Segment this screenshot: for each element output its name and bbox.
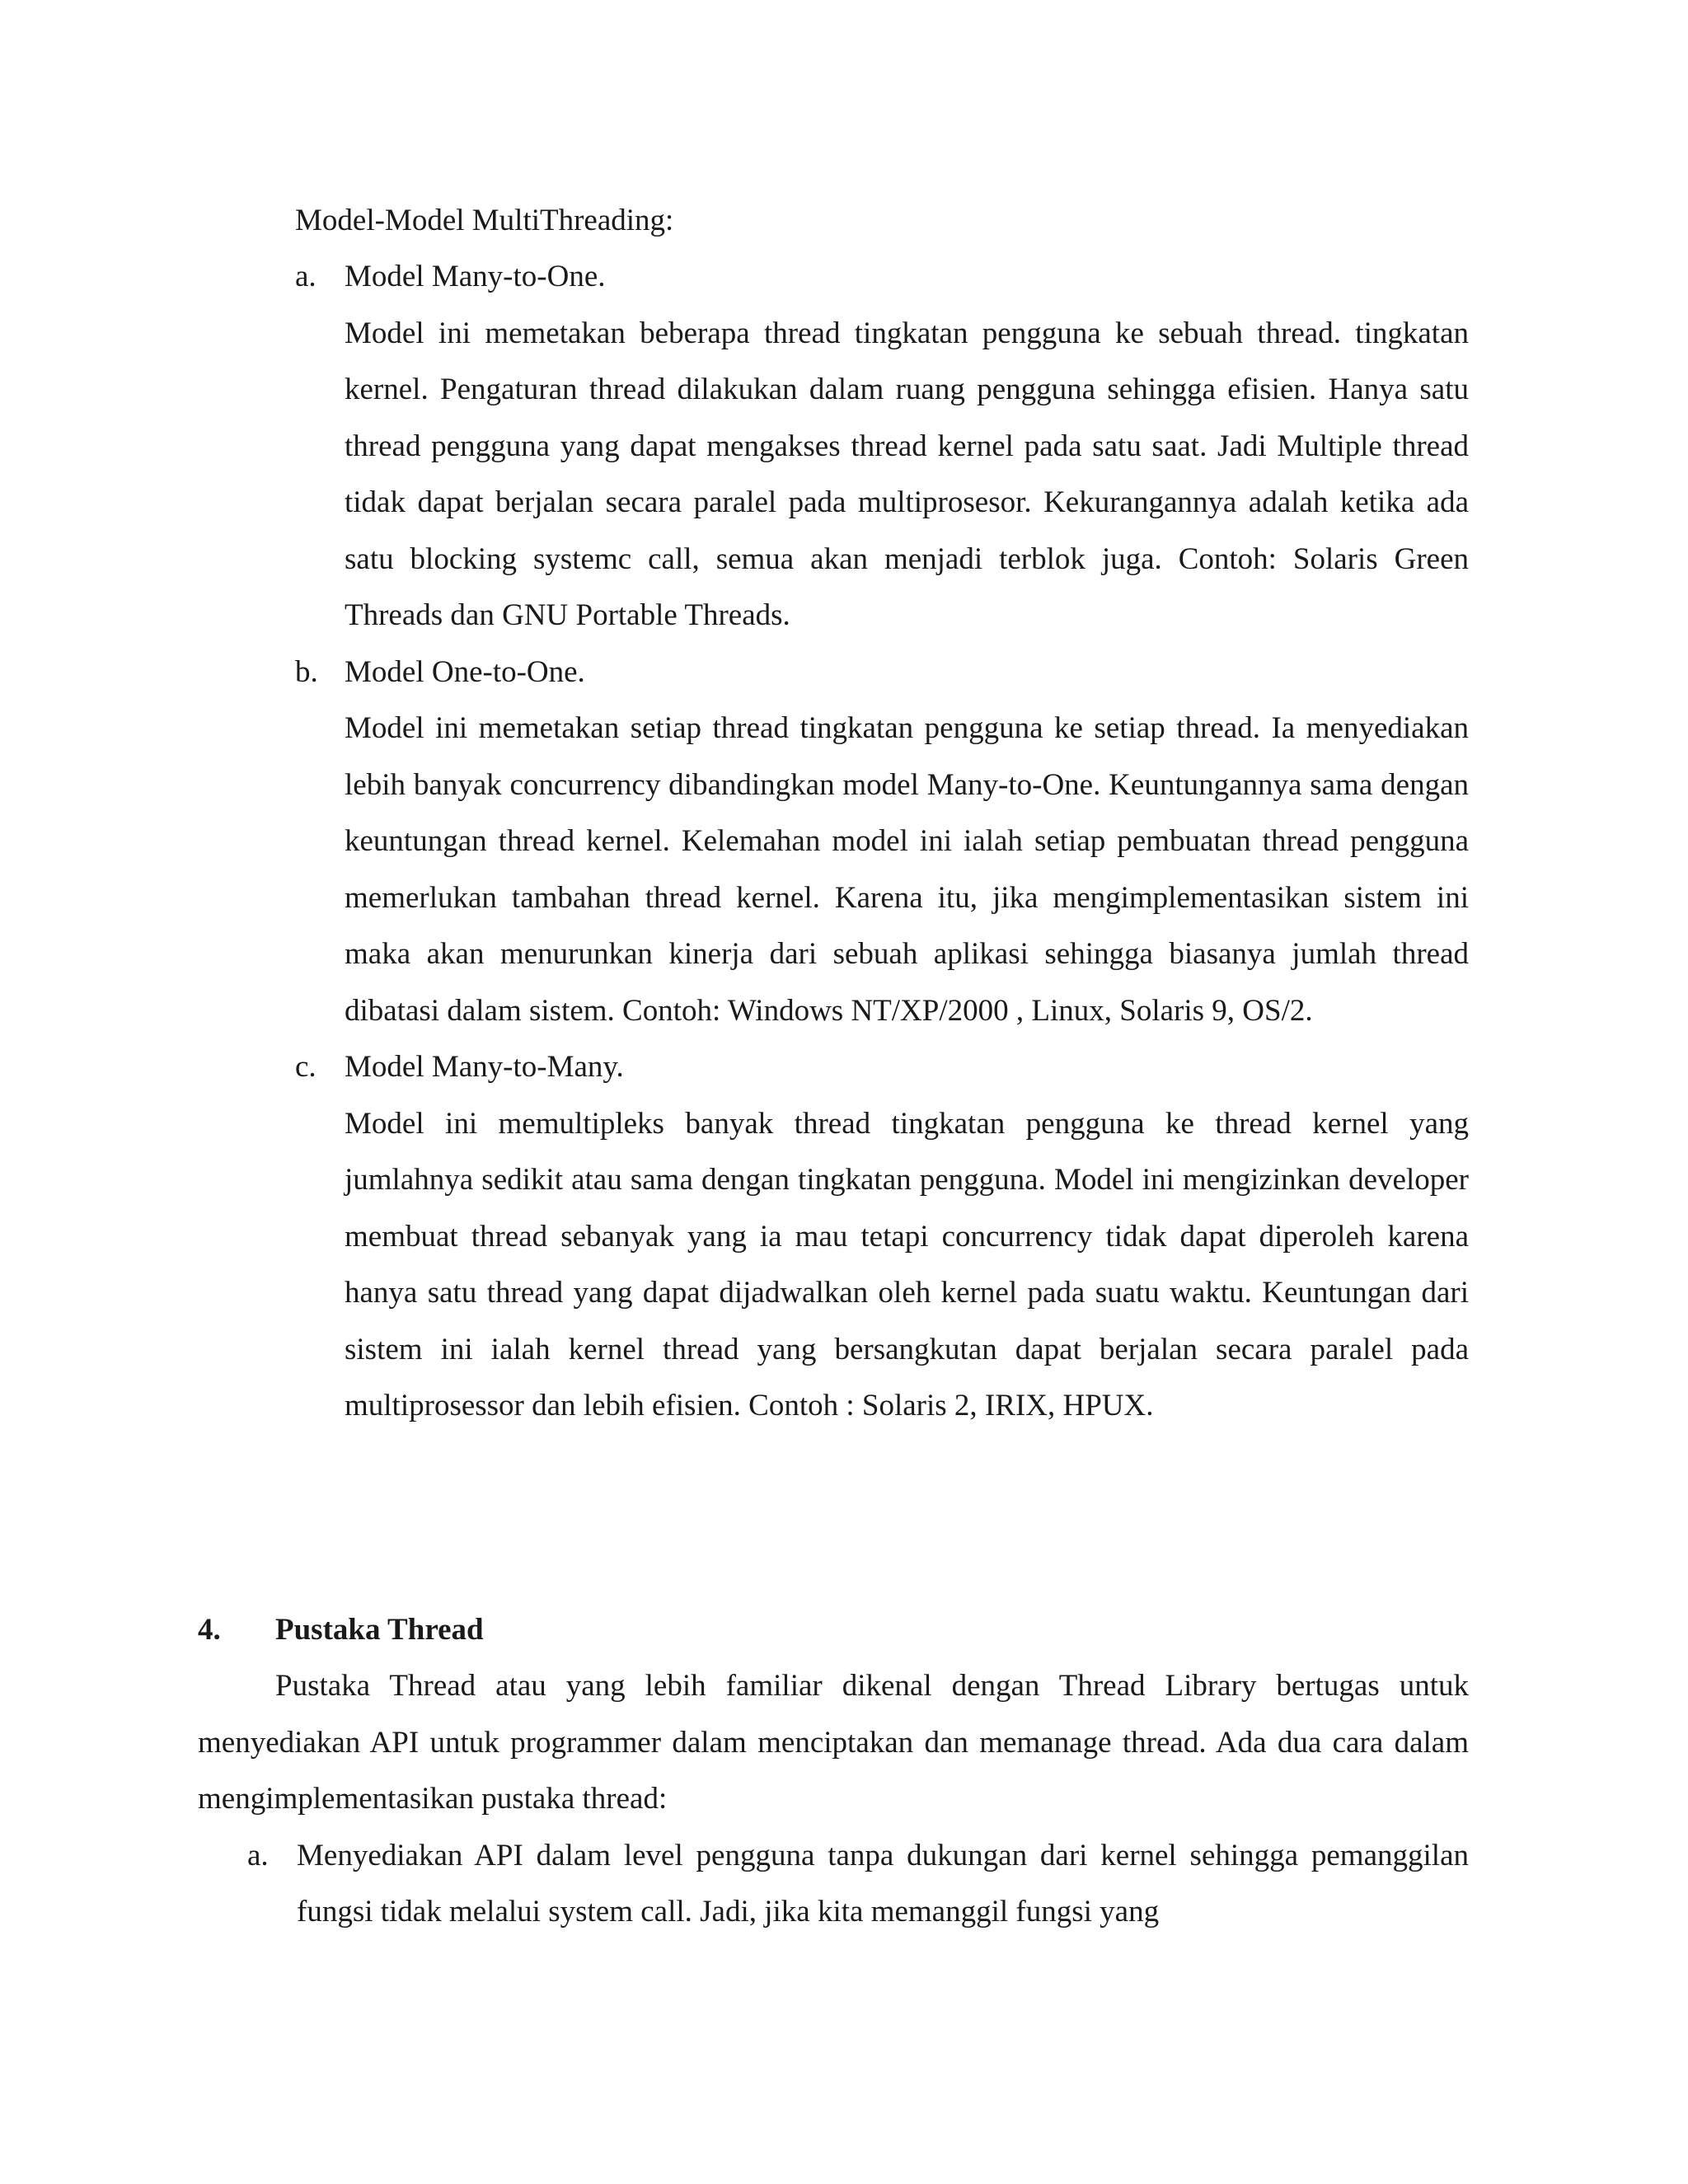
list-marker: c.: [295, 1050, 316, 1084]
section-number: 4.: [198, 1613, 221, 1647]
list-marker: a.: [295, 260, 316, 293]
list-item-text: Menyediakan API dalam level pengguna tanpa dukungan dari kernel sehingga pemanggilan fungsi tidak melalui system call. Jadi, jika kita memanggil fungsi yang: [297, 1838, 1469, 1929]
section-heading: [198, 1602, 1469, 1658]
model-title: Model Many-to-One.: [345, 260, 606, 293]
model-description: Model ini memultipleks banyak thread tingkatan pengguna ke thread kernel yang jumlahnya sedikit atau sama dengan tingkatan pengguna. Model ini mengizinkan developer membuat thread sebanyak yang ia mau tetapi concurrency tidak dapat diperoleh karena hanya satu thread yang dapat dijadwalkan oleh kernel pada suatu waktu. Keuntungan dari sistem ini ialah kernel thread yang bersangkutan dapat berjalan secara paralel pada multiprosessor dan lebih efisien. Contoh : Solaris 2, IRIX, HPUX.: [345, 1106, 1469, 1422]
section-paragraph: Pustaka Thread atau yang lebih familiar dikenal dengan Thread Library bertugas untuk menyediakan API untuk programmer dalam menciptakan dan memanage thread. Ada dua cara dalam mengimplementasikan pustaka thread:: [198, 1669, 1469, 1816]
model-item-many-to-many: [295, 1039, 1469, 1435]
model-item-one-to-one: [295, 644, 1469, 1040]
model-description: Model ini memetakan setiap thread tingkatan pengguna ke setiap thread. Ia menyediakan lebih banyak concurrency dibandingkan model Many-to-One. Keuntungannya sama dengan keuntungan thread kernel. Kelemahan model ini ialah setiap pembuatan thread pengguna memerlukan tambahan thread kernel. Karena itu, jika mengimplementasikan sistem ini maka akan menurunkan kinerja dari sebuah aplikasi sehingga biasanya jumlah thread dibatasi dalam sistem. Contoh: Windows NT/XP/2000 , Linux, Solaris 9, OS/2.: [345, 711, 1469, 1028]
list-marker: a.: [247, 1838, 269, 1872]
list-item: [247, 1828, 1469, 1941]
list-marker: b.: [295, 654, 318, 689]
intro-text: Model-Model MultiThreading:: [295, 204, 674, 237]
model-title: Model Many-to-Many.: [345, 1050, 624, 1084]
section-title: Pustaka Thread: [275, 1613, 484, 1647]
section-pustaka-thread: [198, 1602, 1469, 1941]
implementation-list: [247, 1828, 1469, 1941]
model-item-many-to-one: [295, 249, 1469, 644]
model-title: Model One-to-One.: [345, 654, 585, 689]
model-description: Model ini memetakan beberapa thread tingkatan pengguna ke sebuah thread. tingkatan kernel. Pengaturan thread dilakukan dalam ruang pengguna sehingga efisien. Hanya satu thread pengguna yang dapat mengakses thread kernel pada satu saat. Jadi Multiple thread tidak dapat berjalan secara paralel pada multiprosesor. Kekurangannya adalah ketika ada satu blocking systemc call, semua akan menjadi terblok juga. Contoh: Solaris Green Threads dan GNU Portable Threads.: [345, 316, 1469, 632]
model-list: [295, 249, 1469, 1435]
